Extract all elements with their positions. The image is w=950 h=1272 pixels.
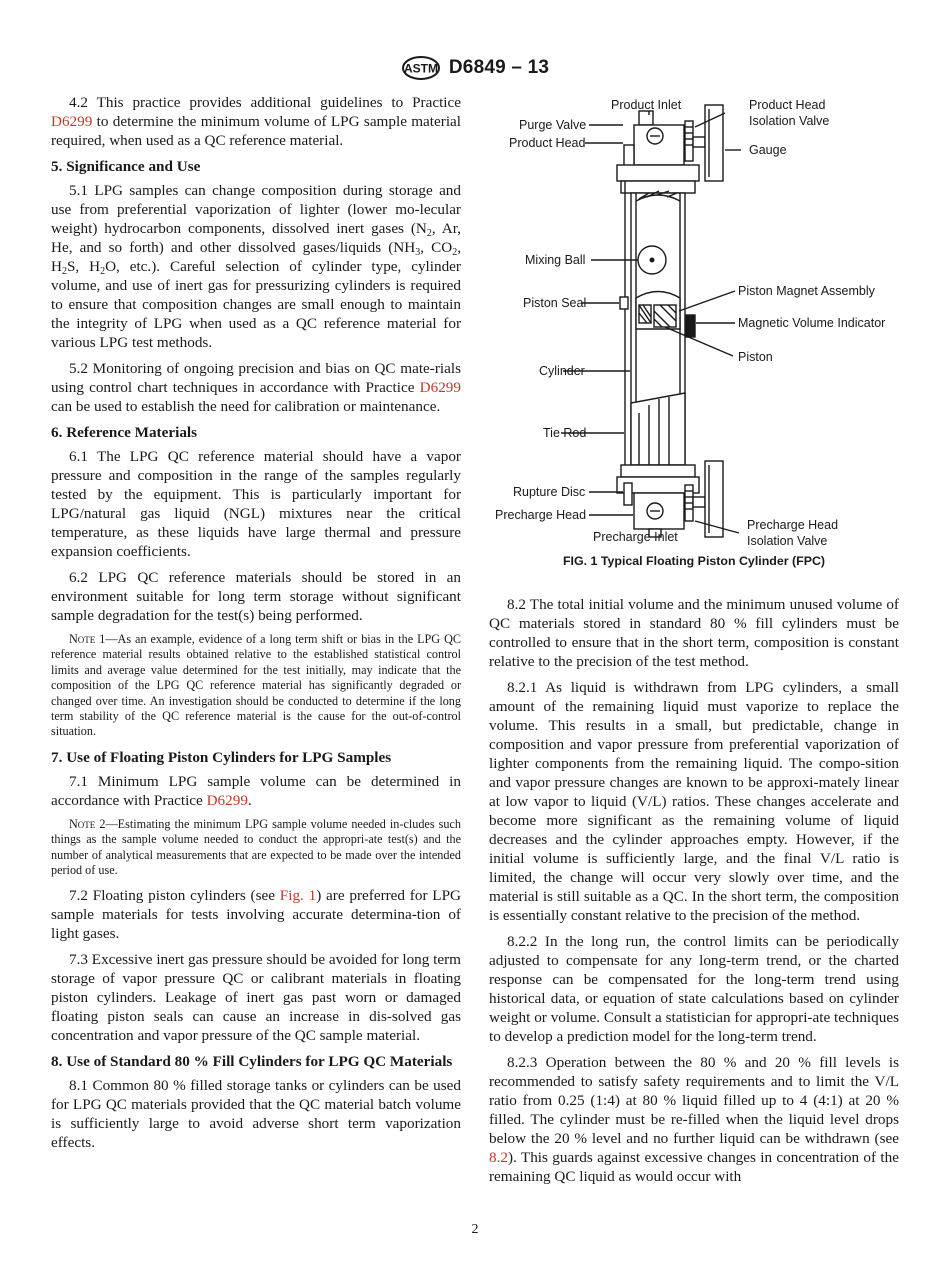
label-purge-valve: Purge Valve: [519, 118, 587, 132]
label-tie-rod: Tie Rod: [543, 426, 587, 440]
fpc-diagram-svg: [489, 93, 909, 553]
ref-fig-1-link[interactable]: Fig. 1: [279, 887, 317, 905]
left-column: [51, 93, 461, 1159]
para-4-2: 4.2 This practice provides additional guidelines to Practice D6299 to determine the minimum volume of LPG sample material required, when used as a QC reference material.: [51, 94, 461, 149]
label-precharge-iso-2: Isolation Valve: [747, 534, 828, 548]
note-1: Note 1—As an example, evidence of a long term shift or bias in the LPG QC reference material results obtained relative to the established statistical control limits and average value determined for the test initially, may indicate that the composition of the LPG QC reference material has significantly degraded or changed over time. An investigation should be conducted to determine if the long term stability of the QC reference material is the cause for the out-of-control situation.: [51, 632, 461, 739]
para-5-2: 5.2 Monitoring of ongoing precision and bias on QC mate-rials using control chart techniques in accordance with Practice D6299 can be used to establish the need for calibration or maintenance.: [51, 360, 461, 415]
figure-caption: FIG. 1 Typical Floating Piston Cylinder (FPC): [562, 554, 826, 568]
section-6-heading: 6. Reference Materials: [51, 424, 198, 441]
label-piston-seal: Piston Seal: [523, 296, 587, 310]
section-7-heading: 7. Use of Floating Piston Cylinders for LPG Samples: [51, 748, 392, 766]
right-column: [489, 595, 899, 1193]
label-gauge: Gauge: [749, 143, 787, 157]
label-precharge-head: Precharge Head: [495, 508, 587, 522]
para-8-2-2: 8.2.2 In the long run, the control limits can be periodically adjusted to compensate for any long-term trend, or the charted response can be compensated for the long-term trend using historical data, or equation of state calculations based on cylinder weight or volume. Consult a statistician for appropri-ate techniques to develop a prediction model for the long-term trend.: [489, 933, 899, 1045]
label-product-head-iso-2: Isolation Valve: [749, 114, 830, 128]
section-5-heading: 5. Significance and Use: [51, 158, 201, 175]
label-magnetic-indicator: Magnetic Volume Indicator: [738, 316, 886, 330]
label-piston-magnet: Piston Magnet Assembly: [738, 284, 875, 298]
para-6-2: 6.2 LPG QC reference materials should be stored in an environment suitable for long term storage without significant sample degradation for the test(s) being performed.: [51, 569, 461, 624]
para-7-3: 7.3 Excessive inert gas pressure should be avoided for long term storage of vapor pressure QC or calibrant materials in floating piston cylinders. Leakage of inert gas past worn or damaged floating piston seals can cause an increase in dis-solved gas concentration and vapor pressure of the QC sample material.: [51, 951, 461, 1045]
label-mixing-ball: Mixing Ball: [525, 253, 586, 267]
ref-d6299-link[interactable]: D6299: [419, 379, 461, 396]
para-8-2-1: 8.2.1 As liquid is withdrawn from LPG cylinders, a small amount of the remaining liquid must vaporize to replace the volume. This results in a small, but predictable, change in composition and vapor pressure from preferential vaporization of lighter components from the remaining liquid. The compo-sition and vapor pressure changes are known to be approxi-mately linear at low vapor to liquid (V/L) ratios. These changes accelerate and become more significant as the remaining volume of liquid decreases and the cylinder approaches empty. However, if the initial volume is sufficiently large, and the final V/L ratio is limited, the change will occur very slowly over time, and the material is still suitable as a QC. In the short term, the composition is essentially constant relative to the precision of the method.: [489, 679, 899, 924]
label-product-head: Product Head: [509, 136, 586, 150]
para-6-1: 6.1 The LPG QC reference material should have a vapor pressure and composition in the range of the samples regularly tested by the equipment. This is particularly important for LPG/natural gas liquid (NGL) mixtures near the critical temperature, as these liquids have large thermal and pressure expansion coefficients.: [51, 448, 461, 560]
ref-8-2-link[interactable]: 8.2: [489, 1149, 508, 1166]
label-rupture-disc: Rupture Disc: [513, 485, 586, 499]
note-2: Note 2—Estimating the minimum LPG sample volume needed in-cludes such things as the sample volume needed to conduct the appropri-ate test(s) and the number of analytical measurements that are expected to be made over the intended period of use.: [51, 816, 461, 878]
ref-d6299-link[interactable]: D6299: [51, 113, 93, 130]
para-5-1: 5.1 LPG samples can change composition during storage and use from preferential vaporization of lighter (lower mo-lecular weight) hydrocarbon components, dissolved inert gases ($N_2$, Ar, He, and so forth) and other dissolved gases/liquids ($NH_3$, $CO_2$, $H_2S$, $H_2O$, etc.). Careful selection of cylinder type, cylinder volume, and use of inert gas for pressurizing cylinders is required to ensure that composition changes are small enough to maintain the integrity of LPG when used as a QC reference material for various LPG test methods.: [51, 182, 461, 351]
document-code: D6849 – 13: [448, 57, 550, 78]
label-precharge-inlet: Precharge Inlet: [593, 530, 678, 544]
para-7-2: 7.2 Floating piston cylinders (see Fig. 1) are preferred for LPG sample materials for tests involving accurate determina-tion of light gases.: [51, 887, 461, 943]
page-number: 2: [471, 1222, 479, 1237]
svg-text:ASTM: ASTM: [403, 61, 438, 76]
para-8-2-3: 8.2.3 Operation between the 80 % and 20 % fill levels is recommended to satisfy safety requirements and to limit the V/L ratio from 0.25 (1:4) at 80 % liquid filled up to 4 (4:1) at 20 % filled. The cylinder must be re-filled when the liquid level drops below the 20 % level and no further liquid can be withdrawn (see 8.2). This guards against excessive changes in concentration of the remaining QC liquid as would occur with: [489, 1054, 899, 1185]
label-precharge-iso-1: Precharge Head: [747, 518, 839, 532]
para-7-1: 7.1 Minimum LPG sample volume can be determined in accordance with Practice D6299.: [51, 772, 461, 809]
label-cylinder: Cylinder: [539, 364, 585, 378]
label-product-inlet: Product Inlet: [611, 98, 682, 112]
page-header: [0, 56, 950, 80]
figure-1-fpc-diagram: [489, 93, 909, 583]
astm-logo-icon: [401, 56, 441, 80]
para-8-1: 8.1 Common 80 % filled storage tanks or cylinders can be used for LPG QC materials provided that the QC material batch volume is sufficiently large to avoid adverse short term vaporization effects.: [51, 1077, 461, 1152]
label-piston: Piston: [738, 350, 773, 364]
section-8-heading: 8. Use of Standard 80 % Fill Cylinders for LPG QC Materials: [51, 1053, 453, 1071]
ref-d6299-link[interactable]: D6299: [206, 791, 248, 809]
label-product-head-iso-1: Product Head: [749, 98, 826, 112]
para-8-2: 8.2 The total initial volume and the minimum unused volume of QC materials stored in standard 80 % fill cylinders must be controlled to ensure that in the short term, composition is constant relative to the precision of the test method.: [489, 596, 899, 670]
